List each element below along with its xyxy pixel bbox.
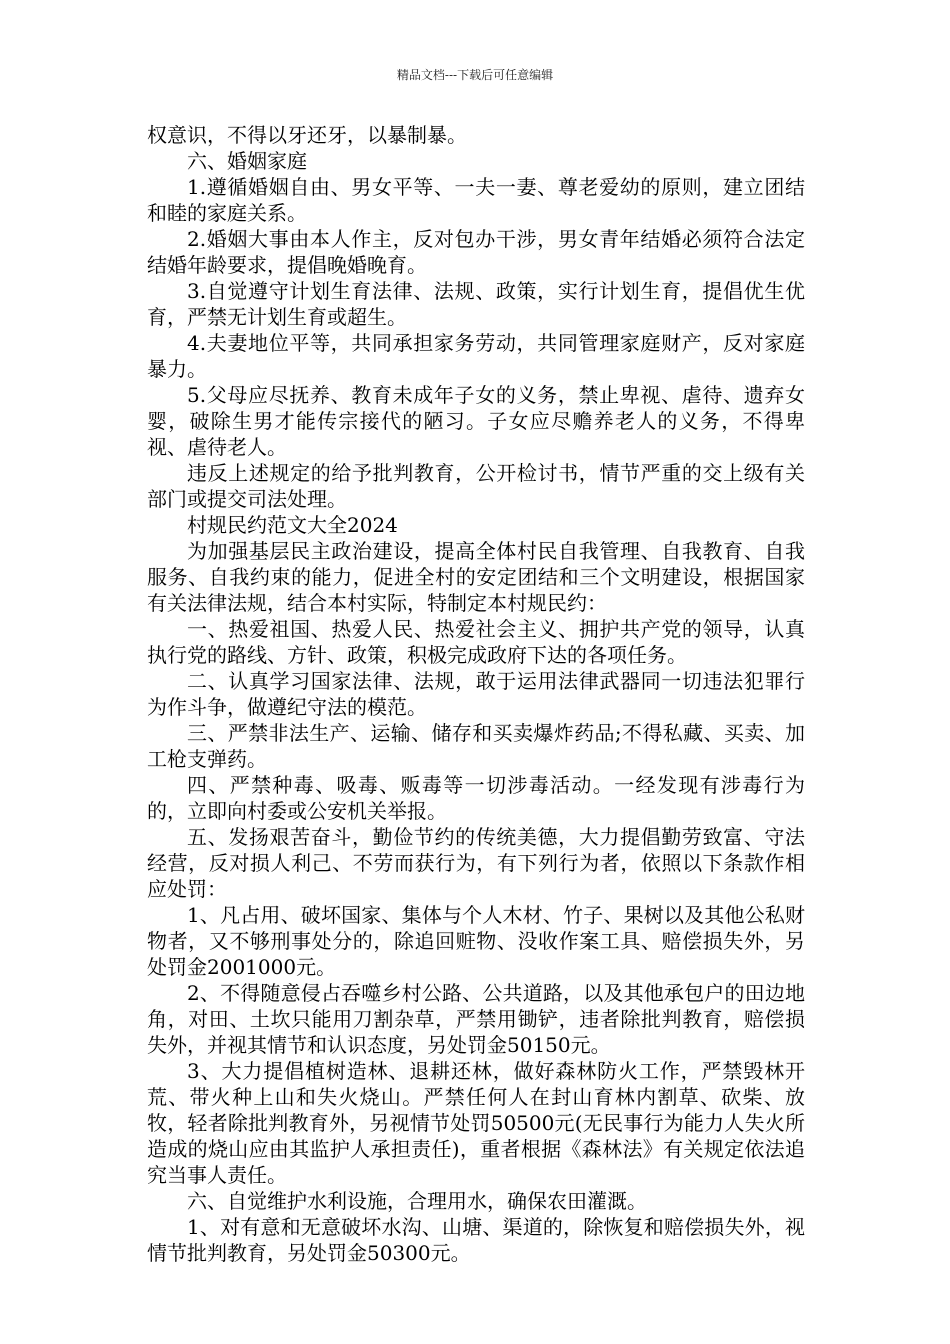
paragraph: 1、对有意和无意破坏水沟、山塘、渠道的，除恢复和赔偿损失外，视情节批判教育，另处罚金50300元。	[147, 1215, 805, 1265]
paragraph: 1、凡占用、破坏国家、集体与个人木材、竹子、果树以及其他公私财物者，又不够刑事处分的，除追回赃物、没收作案工具、赔偿损失外，另处罚金2001000元。	[147, 903, 805, 979]
paragraph: 权意识，不得以牙还牙，以暴制暴。	[147, 123, 467, 147]
paragraph: 违反上述规定的给予批判教育，公开检讨书，情节严重的交上级有关部门或提交司法处理。	[147, 461, 805, 511]
paragraph: 为加强基层民主政治建设，提高全体村民自我管理、自我教育、自我服务、自我约束的能力，促进全村的安定团结和三个文明建设，根据国家有关法律法规，结合本村实际，特制定本村规民约：	[147, 539, 805, 615]
page-header: 精品文档---下载后可任意编辑	[396, 68, 554, 82]
paragraph: 三、严禁非法生产、运输、储存和买卖爆炸药品;不得私藏、买卖、加工枪支弹药。	[147, 721, 805, 771]
document-title: 村规民约范文大全2024	[187, 513, 398, 537]
section-heading: 六、婚姻家庭	[187, 149, 307, 173]
paragraph: 3.自觉遵守计划生育法律、法规、政策，实行计划生育，提倡优生优育，严禁无计划生育或超生。	[147, 279, 805, 329]
paragraph: 一、热爱祖国、热爱人民、热爱社会主义、拥护共产党的领导，认真执行党的路线、方针、政策，积极完成政府下达的各项任务。	[147, 617, 805, 667]
paragraph: 1.遵循婚姻自由、男女平等、一夫一妻、尊老爱幼的原则，建立团结和睦的家庭关系。	[147, 175, 805, 225]
paragraph: 5.父母应尽抚养、教育未成年子女的义务，禁止卑视、虐待、遗弃女婴，破除生男才能传宗接代的陋习。子女应尽赡养老人的义务，不得卑视、虐待老人。	[147, 383, 805, 459]
paragraph: 2.婚姻大事由本人作主，反对包办干涉，男女青年结婚必须符合法定结婚年龄要求，提倡晚婚晚育。	[147, 227, 805, 277]
paragraph: 二、认真学习国家法律、法规，敢于运用法律武器同一切违法犯罪行为作斗争，做遵纪守法的模范。	[147, 669, 805, 719]
section-heading: 六、自觉维护水利设施，合理用水，确保农田灌溉。	[187, 1189, 647, 1213]
document-body	[147, 122, 805, 1266]
paragraph: 2、不得随意侵占吞噬乡村公路、公共道路，以及其他承包户的田边地角，对田、土坎只能用刀割杂草，严禁用锄铲，违者除批判教育，赔偿损失外，并视其情节和认识态度，另处罚金50150元。	[147, 981, 805, 1057]
paragraph: 3、大力提倡植树造林、退耕还林，做好森林防火工作，严禁毁林开荒、带火种上山和失火烧山。严禁任何人在封山育林内割草、砍柴、放牧，轻者除批判教育外，另视情节处罚50500元(无民事行为能力人失火所造成的烧山应由其监护人承担责任)，重者根据《森林法》有关规定依法追究当事人责任。	[147, 1059, 805, 1187]
paragraph: 4.夫妻地位平等，共同承担家务劳动，共同管理家庭财产，反对家庭暴力。	[147, 331, 805, 381]
paragraph: 五、发扬艰苦奋斗，勤俭节约的传统美德，大力提倡勤劳致富、守法经营，反对损人利己、不劳而获行为，有下列行为者，依照以下条款作相应处罚：	[147, 825, 805, 901]
paragraph: 四、严禁种毒、吸毒、贩毒等一切涉毒活动。一经发现有涉毒行为的，立即向村委或公安机关举报。	[147, 773, 805, 823]
